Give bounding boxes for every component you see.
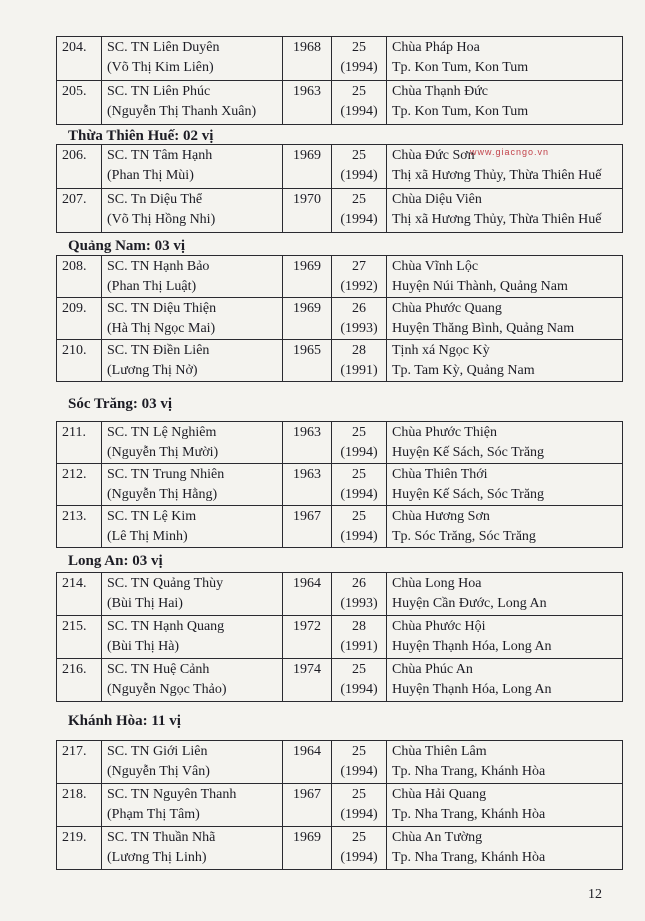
name-cell	[102, 827, 283, 870]
table-row	[57, 81, 623, 125]
age-year: (1993)	[340, 321, 378, 336]
age-cell	[332, 81, 387, 125]
age-year: (1994)	[340, 487, 378, 502]
age: 25	[352, 830, 366, 845]
lay-name: (Phan Thị Luật)	[107, 279, 197, 294]
table-soc-trang	[56, 421, 623, 548]
birth-year: 1969	[283, 298, 332, 340]
place-cell	[387, 256, 623, 298]
location: Tp. Kon Tum, Kon Tum	[392, 104, 529, 119]
name-cell	[102, 784, 283, 827]
place-cell	[387, 827, 623, 870]
location: Huyện Thạnh Hóa, Long An	[392, 639, 552, 654]
temple: Chùa Thiên Thới	[392, 467, 488, 482]
age-year: (1994)	[340, 764, 378, 779]
age: 26	[352, 576, 366, 591]
location: Tp. Tam Kỳ, Quảng Nam	[392, 363, 535, 378]
birth-year: 1972	[283, 616, 332, 659]
lay-name: (Bùi Thị Hai)	[107, 596, 183, 611]
lay-name: (Võ Thị Kim Liên)	[107, 60, 214, 75]
name-cell	[102, 189, 283, 233]
table-row	[57, 616, 623, 659]
lay-name: (Lương Thị Linh)	[107, 850, 207, 865]
religious-name: SC. TN Thuần Nhã	[107, 830, 216, 845]
age: 25	[352, 425, 366, 440]
age-cell	[332, 256, 387, 298]
lay-name: (Nguyễn Thị Vân)	[107, 764, 210, 779]
age: 25	[352, 744, 366, 759]
place-cell	[387, 784, 623, 827]
location: Tp. Sóc Trăng, Sóc Trăng	[392, 529, 536, 544]
table-row	[57, 741, 623, 784]
age-year: (1994)	[340, 60, 378, 75]
table-row	[57, 340, 623, 382]
place-cell	[387, 422, 623, 464]
section-title: Quảng Nam: 03 vị	[68, 238, 186, 254]
temple: Tịnh xá Ngọc Kỳ	[392, 343, 490, 358]
location: Tp. Kon Tum, Kon Tum	[392, 60, 529, 75]
religious-name: SC. TN Giới Liên	[107, 744, 208, 759]
place-cell	[387, 506, 623, 548]
location: Thị xã Hương Thủy, Thừa Thiên Huế	[392, 212, 602, 227]
row-number: 204.	[57, 37, 102, 81]
name-cell	[102, 741, 283, 784]
age-cell	[332, 741, 387, 784]
location: Tp. Nha Trang, Khánh Hòa	[392, 850, 546, 865]
table-kon-tum	[56, 36, 623, 125]
lay-name: (Lương Thị Nở)	[107, 363, 198, 378]
place-cell	[387, 81, 623, 125]
age: 25	[352, 509, 366, 524]
table-row	[57, 37, 623, 81]
religious-name: SC. TN Liên Duyên	[107, 40, 220, 55]
section-title: Khánh Hòa: 11 vị	[68, 713, 181, 729]
birth-year: 1968	[283, 37, 332, 81]
temple: Chùa Vĩnh Lộc	[392, 259, 479, 274]
temple: Chùa Phước Hội	[392, 619, 486, 634]
age: 27	[352, 259, 366, 274]
place-cell	[387, 616, 623, 659]
temple: Chùa An Tường	[392, 830, 483, 845]
age: 28	[352, 343, 366, 358]
age-cell	[332, 422, 387, 464]
name-cell	[102, 616, 283, 659]
table-row	[57, 784, 623, 827]
row-number: 212.	[57, 464, 102, 506]
age-cell	[332, 298, 387, 340]
birth-year: 1969	[283, 145, 332, 189]
religious-name: SC. TN Lệ Nghiêm	[107, 425, 217, 440]
birth-year: 1969	[283, 256, 332, 298]
age-year: (1994)	[340, 104, 378, 119]
birth-year: 1967	[283, 506, 332, 548]
row-number: 218.	[57, 784, 102, 827]
location: Huyện Thăng Bình, Quảng Nam	[392, 321, 575, 336]
table-row	[57, 189, 623, 233]
row-number: 219.	[57, 827, 102, 870]
table-long-an	[56, 572, 623, 702]
age: 25	[352, 662, 366, 677]
birth-year: 1963	[283, 81, 332, 125]
temple: Chùa Hương Sơn	[392, 509, 490, 524]
place-cell	[387, 741, 623, 784]
age: 25	[352, 787, 366, 802]
row-number: 213.	[57, 506, 102, 548]
row-number: 214.	[57, 573, 102, 616]
table-row	[57, 464, 623, 506]
religious-name: SC. Tn Diệu Thể	[107, 192, 203, 207]
religious-name: SC. TN Điền Liên	[107, 343, 210, 358]
location: Huyện Cần Đước, Long An	[392, 596, 547, 611]
religious-name: SC. TN Hạnh Quang	[107, 619, 225, 634]
age-year: (1994)	[340, 212, 378, 227]
name-cell	[102, 573, 283, 616]
birth-year: 1963	[283, 464, 332, 506]
age: 25	[352, 84, 366, 99]
table-row	[57, 573, 623, 616]
name-cell	[102, 298, 283, 340]
birth-year: 1965	[283, 340, 332, 382]
age: 28	[352, 619, 366, 634]
table-row	[57, 506, 623, 548]
temple: Chùa Phước Thiện	[392, 425, 497, 440]
age-year: (1994)	[340, 850, 378, 865]
lay-name: (Hà Thị Ngọc Mai)	[107, 321, 216, 336]
location: Huyện Kế Sách, Sóc Trăng	[392, 487, 545, 502]
age-year: (1994)	[340, 529, 378, 544]
age-cell	[332, 827, 387, 870]
lay-name: (Lê Thị Minh)	[107, 529, 188, 544]
section-title: Long An: 03 vị	[68, 553, 163, 569]
temple: Chùa Thạnh Đức	[392, 84, 488, 99]
table-row	[57, 659, 623, 702]
place-cell	[387, 189, 623, 233]
age: 25	[352, 40, 366, 55]
row-number: 208.	[57, 256, 102, 298]
row-number: 206.	[57, 145, 102, 189]
age-year: (1994)	[340, 168, 378, 183]
age: 26	[352, 301, 366, 316]
location: Tp. Nha Trang, Khánh Hòa	[392, 764, 546, 779]
age-year: (1991)	[340, 639, 378, 654]
location: Huyện Kế Sách, Sóc Trăng	[392, 445, 545, 460]
row-number: 211.	[57, 422, 102, 464]
table-row	[57, 422, 623, 464]
place-cell	[387, 573, 623, 616]
lay-name: (Phạm Thị Tâm)	[107, 807, 200, 822]
birth-year: 1963	[283, 422, 332, 464]
name-cell	[102, 256, 283, 298]
temple: Chùa Thiên Lâm	[392, 744, 487, 759]
age-cell	[332, 189, 387, 233]
religious-name: SC. TN Diệu Thiện	[107, 301, 217, 316]
watermark: www.giacngo.vn	[470, 147, 550, 157]
section-title: Thừa Thiên Huế: 02 vị	[68, 128, 214, 144]
name-cell	[102, 464, 283, 506]
age-cell	[332, 340, 387, 382]
temple: Chùa Pháp Hoa	[392, 40, 480, 55]
row-number: 205.	[57, 81, 102, 125]
place-cell	[387, 340, 623, 382]
location: Tp. Nha Trang, Khánh Hòa	[392, 807, 546, 822]
temple: Chùa Đức Sơn	[392, 148, 475, 163]
table-row	[57, 298, 623, 340]
table-quang-nam	[56, 255, 623, 382]
lay-name: (Nguyễn Ngọc Thảo)	[107, 682, 227, 697]
temple: Chùa Phước Quang	[392, 301, 502, 316]
age-year: (1991)	[340, 363, 378, 378]
age: 25	[352, 148, 366, 163]
row-number: 217.	[57, 741, 102, 784]
lay-name: (Võ Thị Hồng Nhi)	[107, 212, 216, 227]
row-number: 210.	[57, 340, 102, 382]
age: 25	[352, 467, 366, 482]
lay-name: (Bùi Thị Hà)	[107, 639, 180, 654]
age-cell	[332, 464, 387, 506]
place-cell	[387, 37, 623, 81]
place-cell	[387, 145, 623, 189]
birth-year: 1964	[283, 741, 332, 784]
age-cell	[332, 659, 387, 702]
age-cell	[332, 37, 387, 81]
name-cell	[102, 659, 283, 702]
age-year: (1994)	[340, 682, 378, 697]
religious-name: SC. TN Lệ Kim	[107, 509, 197, 524]
age-year: (1993)	[340, 596, 378, 611]
place-cell	[387, 298, 623, 340]
age-year: (1992)	[340, 279, 378, 294]
name-cell	[102, 340, 283, 382]
row-number: 207.	[57, 189, 102, 233]
age-cell	[332, 506, 387, 548]
age-cell	[332, 784, 387, 827]
birth-year: 1974	[283, 659, 332, 702]
lay-name: (Nguyễn Thị Hằng)	[107, 487, 218, 502]
row-number: 209.	[57, 298, 102, 340]
table-khanh-hoa	[56, 740, 623, 870]
name-cell	[102, 81, 283, 125]
birth-year: 1970	[283, 189, 332, 233]
table-row	[57, 145, 623, 189]
name-cell	[102, 145, 283, 189]
name-cell	[102, 422, 283, 464]
temple: Chùa Hải Quang	[392, 787, 487, 802]
religious-name: SC. TN Nguyên Thanh	[107, 787, 237, 802]
section-title: Sóc Trăng: 03 vị	[68, 396, 173, 412]
age-cell	[332, 145, 387, 189]
age-cell	[332, 573, 387, 616]
location: Thị xã Hương Thủy, Thừa Thiên Huế	[392, 168, 602, 183]
age-year: (1994)	[340, 445, 378, 460]
age-cell	[332, 616, 387, 659]
birth-year: 1967	[283, 784, 332, 827]
religious-name: SC. TN Hạnh Bảo	[107, 259, 210, 274]
birth-year: 1969	[283, 827, 332, 870]
age: 25	[352, 192, 366, 207]
religious-name: SC. TN Trung Nhiên	[107, 467, 225, 482]
temple: Chùa Diệu Viên	[392, 192, 482, 207]
religious-name: SC. TN Liên Phúc	[107, 84, 211, 99]
table-row	[57, 827, 623, 870]
row-number: 216.	[57, 659, 102, 702]
lay-name: (Nguyễn Thị Mười)	[107, 445, 219, 460]
lay-name: (Phan Thị Mùi)	[107, 168, 194, 183]
temple: Chùa Long Hoa	[392, 576, 482, 591]
page-number: 12	[588, 887, 602, 902]
name-cell	[102, 37, 283, 81]
temple: Chùa Phúc An	[392, 662, 473, 677]
table-row	[57, 256, 623, 298]
birth-year: 1964	[283, 573, 332, 616]
row-number: 215.	[57, 616, 102, 659]
religious-name: SC. TN Tâm Hạnh	[107, 148, 213, 163]
name-cell	[102, 506, 283, 548]
place-cell	[387, 464, 623, 506]
place-cell	[387, 659, 623, 702]
table-thua-thien-hue	[56, 144, 623, 233]
location: Huyện Thạnh Hóa, Long An	[392, 682, 552, 697]
lay-name: (Nguyễn Thị Thanh Xuân)	[107, 104, 257, 119]
age-year: (1994)	[340, 807, 378, 822]
location: Huyện Núi Thành, Quảng Nam	[392, 279, 568, 294]
religious-name: SC. TN Huệ Cảnh	[107, 662, 210, 677]
religious-name: SC. TN Quảng Thùy	[107, 576, 224, 591]
